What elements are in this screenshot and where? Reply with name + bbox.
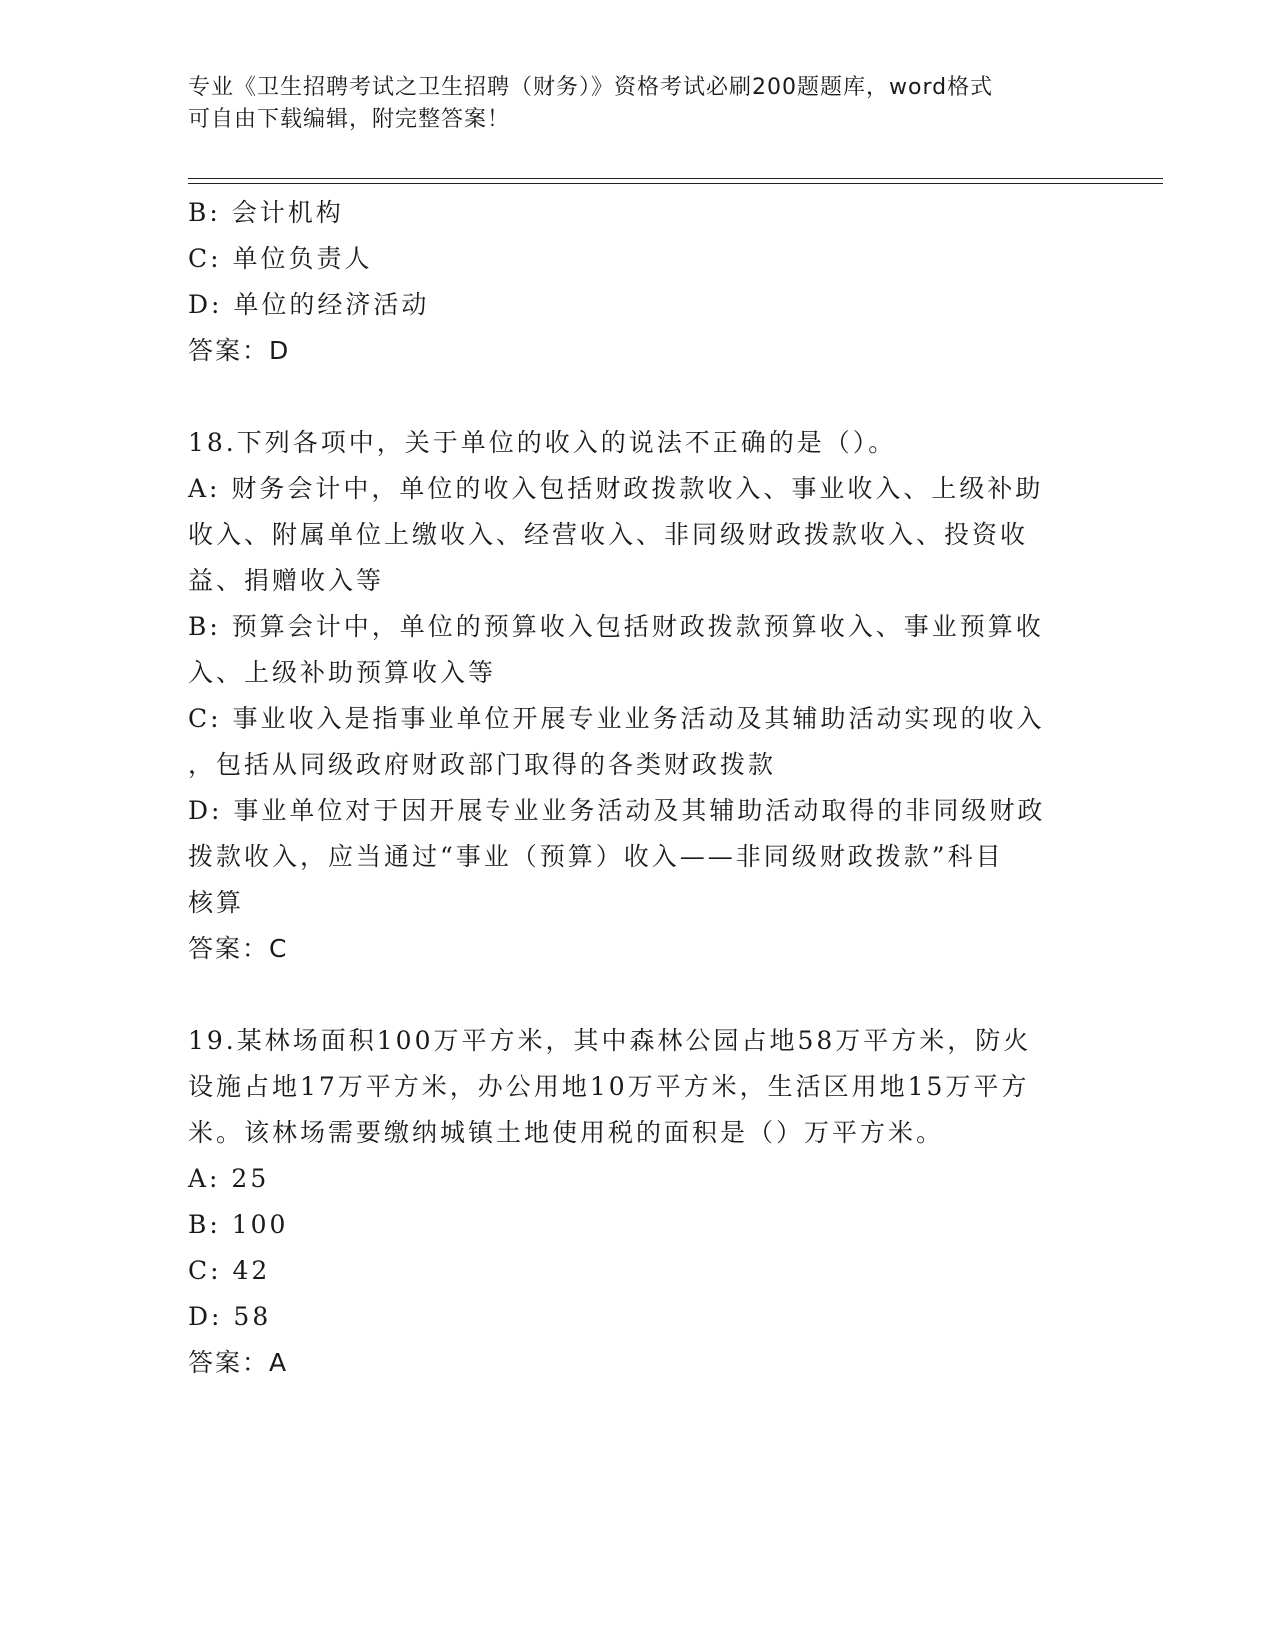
header-divider-bottom [188, 183, 1163, 184]
q18-question: 18.下列各项中，关于单位的收入的说法不正确的是（）。 [188, 428, 897, 457]
q18-option-a-line-3: 益、捐赠收入等 [188, 566, 385, 595]
header-line-1: 专业《卫生招聘考试之卫生招聘（财务）》资格考试必刷200题题库，word格式 [188, 75, 994, 100]
q19-option-d: D: 58 [188, 1302, 272, 1331]
q18-option-b-line-1: B: 预算会计中，单位的预算收入包括财政拨款预算收入、事业预算收 [188, 612, 1044, 641]
q18-option-c-line-2: ，包括从同级政府财政部门取得的各类财政拨款 [188, 750, 777, 779]
question-18 [188, 420, 1088, 972]
q19-option-c: C: 42 [188, 1256, 271, 1285]
spacer [188, 972, 1088, 1018]
spacer [188, 374, 1088, 420]
document-header [188, 72, 1088, 136]
q18-answer: 答案：C [188, 934, 289, 963]
q18-option-d-line-3: 核算 [188, 888, 245, 917]
q17-option-b: B: 会计机构 [188, 198, 344, 227]
question-17-tail [188, 190, 1088, 374]
q17-option-c: C: 单位负责人 [188, 244, 373, 273]
header-divider-top [188, 178, 1163, 179]
q18-option-b-line-2: 入、上级补助预算收入等 [188, 658, 497, 687]
q18-option-d-line-2: 拨款收入，应当通过“事业（预算）收入——非同级财政拨款”科目 [188, 842, 1004, 871]
q18-option-c-line-1: C: 事业收入是指事业单位开展专业业务活动及其辅助活动实现的收入 [188, 704, 1045, 733]
q19-option-a: A: 25 [188, 1164, 270, 1193]
q17-answer: 答案：D [188, 336, 291, 365]
q19-option-b: B: 100 [188, 1210, 289, 1239]
q18-option-a-line-1: A: 财务会计中，单位的收入包括财政拨款收入、事业收入、上级补助 [188, 474, 1044, 503]
q18-option-a-line-2: 收入、附属单位上缴收入、经营收入、非同级财政拨款收入、投资收 [188, 520, 1029, 549]
q19-question-line-2: 设施占地17万平方米，办公用地10万平方米，生活区用地15万平方 [188, 1072, 1030, 1101]
q18-option-d-line-1: D: 事业单位对于因开展专业业务活动及其辅助活动取得的非同级财政 [188, 796, 1046, 825]
q19-question-line-3: 米。该林场需要缴纳城镇土地使用税的面积是（）万平方米。 [188, 1118, 945, 1147]
q19-answer: 答案：A [188, 1348, 289, 1377]
question-19 [188, 1018, 1088, 1386]
document-body [188, 190, 1088, 1386]
q19-question-line-1: 19.某林场面积100万平方米，其中森林公园占地58万平方米，防火 [188, 1026, 1032, 1055]
q17-option-d: D: 单位的经济活动 [188, 290, 430, 319]
header-line-2: 可自由下载编辑，附完整答案！ [188, 107, 511, 132]
